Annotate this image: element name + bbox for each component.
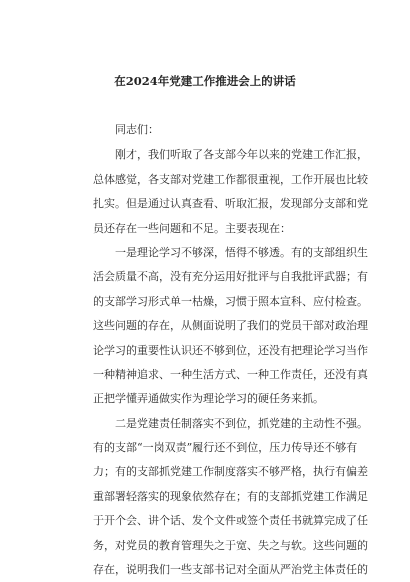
text-line: 有的支部“一岗双责”履行还不到位，压力传导还不够有 [93, 441, 358, 455]
document-title: 在2024年党建工作推进会上的讲话 [114, 74, 296, 88]
text-line: 一种精神追求、一种生活方式、一种工作责任，还没有真 [93, 367, 368, 381]
text-line: 活会质量不高，没有充分运用好批评与自我批评武器；有 [93, 270, 368, 284]
text-line: 重部署轻落实的现象依然存在；有的支部抓党建工作满足 [93, 489, 368, 503]
text-line: 刚才，我们听取了各支部今年以来的党建工作汇报， [115, 148, 368, 162]
text-line: 论学习的重要性认识还不够到位，还没有把理论学习当作 [93, 343, 368, 357]
document-body [93, 118, 368, 582]
text-line: 务，对党员的教育管理失之于宽、失之与软。这些问题的 [93, 538, 368, 552]
text-line: 扎实。但是通过认真查看、听取汇报，发现部分支部和党 [93, 197, 368, 211]
text-line: 存在，说明我们一些支部书记对全面从严治党主体责任的 [93, 563, 368, 577]
text-line: 一是理论学习不够深，悟得不够透。有的支部组织生 [115, 245, 368, 259]
text-line: 的支部学习形式单一枯燥，习惯于照本宣科、应付检查。 [93, 294, 368, 308]
paragraph-lines [93, 143, 368, 582]
text-line: 总体感觉，各支部对党建工作都很重视，工作开展也比较 [93, 172, 368, 186]
salutation: 同志们： [115, 123, 159, 136]
text-line: 正把学懂弄通做实作为理论学习的硬任务来抓。 [93, 392, 324, 406]
text-line: 二是党建责任制落实不到位，抓党建的主动性不强。 [115, 416, 368, 430]
text-line: 员还存在一些问题和不足。主要表现在： [93, 221, 291, 235]
text-line: 力；有的支部抓党建工作制度落实不够严格，执行有偏差 [93, 465, 368, 479]
text-line: 于开个会、讲个话、发个文件或签个责任书就算完成了任 [93, 514, 368, 528]
text-line: 这些问题的存在，从侧面说明了我们的党员干部对政治理 [93, 319, 368, 333]
